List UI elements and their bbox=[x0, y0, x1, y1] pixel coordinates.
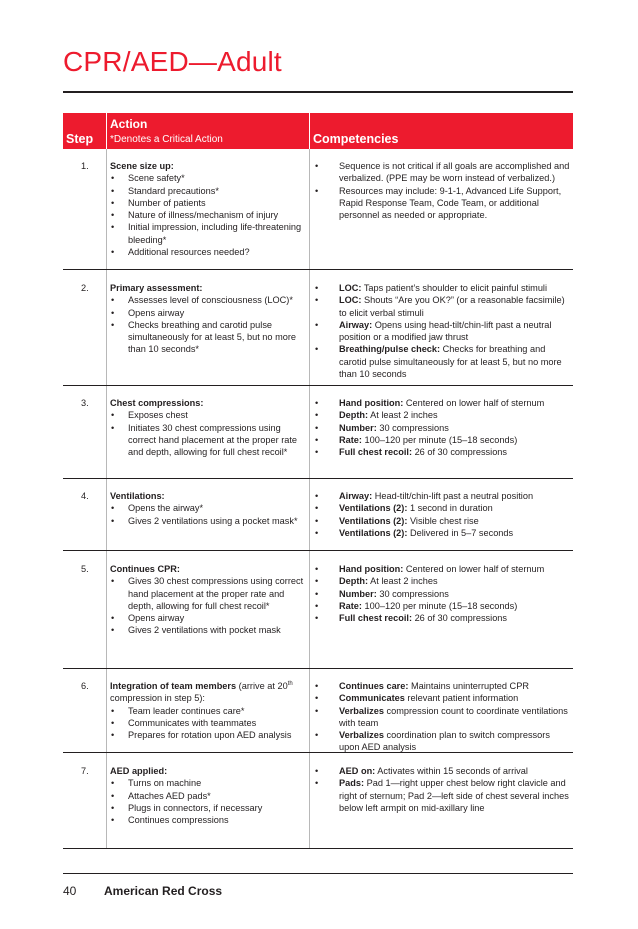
action-cell bbox=[110, 282, 310, 356]
header-action-note: *Denotes a Critical Action bbox=[110, 134, 223, 145]
step-number: 4. bbox=[81, 491, 89, 501]
action-item: • Opens airway bbox=[110, 307, 310, 319]
competency-item: • Airway: Head-tilt/chin-lift past a neutral position bbox=[313, 490, 571, 502]
row-divider bbox=[63, 550, 573, 551]
step-number: 6. bbox=[81, 681, 89, 691]
competency-item: • Full chest recoil: 26 of 30 compressions bbox=[313, 612, 571, 624]
action-item: • Gives 30 chest compressions using correct hand placement at the proper rate and depth, allowing for full chest recoil* bbox=[110, 575, 310, 612]
footer-brand: American Red Cross bbox=[104, 884, 223, 898]
table-header bbox=[63, 113, 573, 149]
action-item: • Team leader continues care* bbox=[110, 705, 310, 717]
action-cell bbox=[110, 490, 310, 527]
action-title: AED applied: bbox=[110, 766, 168, 776]
step-number: 3. bbox=[81, 398, 89, 408]
header-divider bbox=[309, 113, 310, 149]
competency-item: • Depth: At least 2 inches bbox=[313, 575, 571, 587]
competency-cell bbox=[313, 282, 571, 380]
header-step: Step bbox=[66, 132, 94, 146]
action-item: • Communicates with teammates bbox=[110, 717, 310, 729]
step-number: 1. bbox=[81, 161, 89, 171]
step-number: 2. bbox=[81, 283, 89, 293]
competency-item: • Sequence is not critical if all goals are accomplished and verbalized. (PPE may be worn instead of verbalized.) bbox=[313, 160, 571, 185]
action-title: Primary assessment: bbox=[110, 283, 203, 293]
action-title: Integration of team members (arrive at 20th compression in step 5): bbox=[110, 680, 293, 704]
competency-item: • Number: 30 compressions bbox=[313, 588, 571, 600]
competency-cell bbox=[313, 160, 571, 221]
action-item: • Initiates 30 chest compressions using correct hand placement at the proper rate and depth, allowing for full chest recoil* bbox=[110, 422, 310, 459]
action-cell bbox=[110, 397, 310, 458]
title-rule bbox=[63, 91, 573, 93]
competency-cell bbox=[313, 765, 571, 814]
action-item: • Plugs in connectors, if necessary bbox=[110, 802, 310, 814]
step-number: 7. bbox=[81, 766, 89, 776]
competency-cell bbox=[313, 680, 571, 754]
competency-item: • Ventilations (2): Delivered in 5–7 seconds bbox=[313, 527, 571, 539]
competency-item: • Continues care: Maintains uninterrupted CPR bbox=[313, 680, 571, 692]
action-item: • Standard precautions* bbox=[110, 185, 310, 197]
action-item: • Opens airway bbox=[110, 612, 310, 624]
row-divider bbox=[63, 269, 573, 270]
action-item: • Number of patients bbox=[110, 197, 310, 209]
competency-item: • Number: 30 compressions bbox=[313, 422, 571, 434]
competency-cell bbox=[313, 490, 571, 539]
competency-cell bbox=[313, 397, 571, 458]
header-divider bbox=[106, 113, 107, 149]
action-item: • Prepares for rotation upon AED analysis bbox=[110, 729, 310, 741]
row-divider bbox=[63, 478, 573, 479]
competency-item: • Communicates relevant patient information bbox=[313, 692, 571, 704]
competency-item: • Breathing/pulse check: Checks for breathing and carotid pulse simultaneously for at least 5, but no more than 10 seconds bbox=[313, 343, 571, 380]
competency-item: • Verbalizes coordination plan to switch compressors upon AED analysis bbox=[313, 729, 571, 754]
competency-item: • Resources may include: 9-1-1, Advanced Life Support, Rapid Response Team, Code Team, or additional personnel as needed or appropriate. bbox=[313, 185, 571, 222]
competency-item: • Hand position: Centered on lower half of sternum bbox=[313, 563, 571, 575]
page-number: 40 bbox=[63, 884, 77, 898]
action-title: Scene size up: bbox=[110, 161, 174, 171]
action-item: • Turns on machine bbox=[110, 777, 310, 789]
action-item: • Exposes chest bbox=[110, 409, 310, 421]
action-item: • Continues compressions bbox=[110, 814, 310, 826]
page-title: CPR/AED—Adult bbox=[63, 46, 282, 77]
row-divider bbox=[63, 385, 573, 386]
action-title: Chest compressions: bbox=[110, 398, 204, 408]
action-item: • Additional resources needed? bbox=[110, 246, 310, 258]
action-cell bbox=[110, 765, 310, 826]
action-cell bbox=[110, 160, 310, 258]
header-competencies: Competencies bbox=[313, 132, 399, 146]
action-item: • Opens the airway* bbox=[110, 502, 310, 514]
competency-item: • Hand position: Centered on lower half of sternum bbox=[313, 397, 571, 409]
action-item: • Attaches AED pads* bbox=[110, 790, 310, 802]
header-action: Action bbox=[110, 117, 148, 131]
step-number: 5. bbox=[81, 564, 89, 574]
action-cell bbox=[110, 680, 310, 741]
action-title: Ventilations: bbox=[110, 491, 165, 501]
row-divider bbox=[63, 668, 573, 669]
competency-cell bbox=[313, 563, 571, 624]
action-item: • Initial impression, including life-threatening bleeding* bbox=[110, 221, 310, 246]
competency-item: • LOC: Shouts “Are you OK?” (or a reasonable facsimile) to elicit verbal stimuli bbox=[313, 294, 571, 319]
competency-item: • Ventilations (2): 1 second in duration bbox=[313, 502, 571, 514]
action-item: • Scene safety* bbox=[110, 172, 310, 184]
competency-item: • Pads: Pad 1—right upper chest below right clavicle and right of sternum; Pad 2—left side of chest several inches below left armpit on mid-axillary line bbox=[313, 777, 571, 814]
action-title: Continues CPR: bbox=[110, 564, 180, 574]
competency-item: • Depth: At least 2 inches bbox=[313, 409, 571, 421]
competency-item: • Full chest recoil: 26 of 30 compressions bbox=[313, 446, 571, 458]
row-divider bbox=[63, 752, 573, 753]
competency-item: • Rate: 100–120 per minute (15–18 seconds) bbox=[313, 434, 571, 446]
competency-item: • LOC: Taps patient’s shoulder to elicit painful stimuli bbox=[313, 282, 571, 294]
action-item: • Assesses level of consciousness (LOC)* bbox=[110, 294, 310, 306]
action-cell bbox=[110, 563, 310, 637]
action-item: • Gives 2 ventilations with pocket mask bbox=[110, 624, 310, 636]
competency-item: • Rate: 100–120 per minute (15–18 seconds) bbox=[313, 600, 571, 612]
competency-item: • Verbalizes compression count to coordinate ventilations with team bbox=[313, 705, 571, 730]
footer-rule bbox=[63, 873, 573, 874]
action-item: • Gives 2 ventilations using a pocket mask* bbox=[110, 515, 310, 527]
action-item: • Nature of illness/mechanism of injury bbox=[110, 209, 310, 221]
competency-item: • Ventilations (2): Visible chest rise bbox=[313, 515, 571, 527]
action-item: • Checks breathing and carotid pulse simultaneously for at least 5, but no more than 10 seconds* bbox=[110, 319, 310, 356]
competency-item: • Airway: Opens using head-tilt/chin-lift past a neutral position or a modified jaw thrust bbox=[313, 319, 571, 344]
page-footer bbox=[63, 884, 223, 898]
row-divider bbox=[63, 848, 573, 849]
column-divider bbox=[106, 149, 107, 849]
competency-item: • AED on: Activates within 15 seconds of arrival bbox=[313, 765, 571, 777]
